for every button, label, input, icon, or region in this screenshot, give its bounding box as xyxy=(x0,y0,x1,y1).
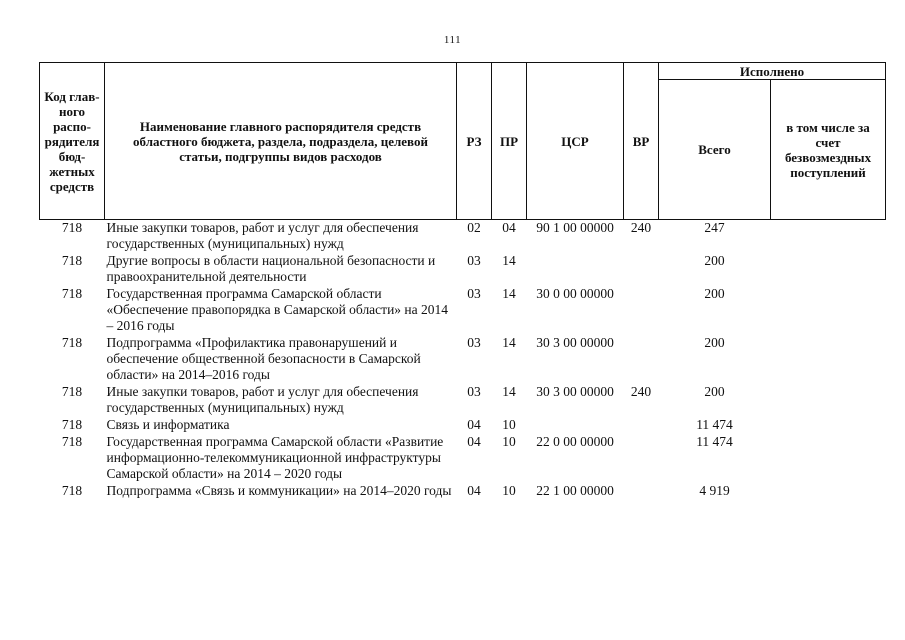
cell-rz: 04 xyxy=(467,417,481,432)
cell-free-receipts xyxy=(771,220,886,254)
cell-pr: 14 xyxy=(502,335,516,350)
table-row xyxy=(40,220,886,254)
cell-csr: 22 1 00 00000 xyxy=(536,483,614,498)
cell-name: Другие вопросы в области национальной безопасности и правоохранительной деятельности xyxy=(106,253,436,284)
cell-code: 718 xyxy=(61,384,83,399)
cell-rz: 03 xyxy=(467,335,481,350)
cell-free-receipts xyxy=(771,384,886,417)
cell-rz: 03 xyxy=(467,253,481,268)
cell-total: 200 xyxy=(704,384,725,399)
cell-pr: 14 xyxy=(502,253,516,268)
header-rz: РЗ xyxy=(457,63,492,220)
cell-code: 718 xyxy=(61,417,83,432)
cell-vr xyxy=(624,286,659,335)
cell-csr: 22 0 00 00000 xyxy=(536,434,614,449)
budget-table xyxy=(39,62,886,500)
cell-free-receipts xyxy=(771,253,886,286)
cell-csr: 30 3 00 00000 xyxy=(536,384,614,399)
header-name: Наименование главного распорядителя средств областного бюджета, раздела, подраздела, целевой статьи, подгруппы видов расходов xyxy=(105,63,457,220)
cell-rz: 04 xyxy=(467,483,481,498)
cell-vr xyxy=(624,253,659,286)
cell-total: 4 919 xyxy=(699,483,730,498)
cell-name: Иные закупки товаров, работ и услуг для обеспечения государственных (муниципальных) нужд xyxy=(106,384,419,415)
cell-code: 718 xyxy=(61,220,83,235)
cell-name: Государственная программа Самарской области «Обеспечение правопорядка в Самарской области» на 2014 – 2016 годы xyxy=(106,286,449,333)
cell-vr xyxy=(624,335,659,384)
cell-total: 200 xyxy=(704,253,725,268)
table-body xyxy=(40,220,886,501)
header-free-receipts: в том числе за счет безвозмездных поступлений xyxy=(771,80,886,220)
header-total: Всего xyxy=(659,80,771,220)
table-header xyxy=(40,63,886,220)
cell-vr xyxy=(624,483,659,500)
cell-vr xyxy=(624,417,659,434)
cell-free-receipts xyxy=(771,335,886,384)
table-row xyxy=(40,384,886,417)
table-row xyxy=(40,286,886,335)
cell-total: 200 xyxy=(704,335,725,350)
header-csr: ЦСР xyxy=(527,63,624,220)
cell-name: Государственная программа Самарской области «Развитие информационно-телекоммуникационной инфраструктуры Самарской области» на 2014 – 2020 годы xyxy=(106,434,444,481)
cell-vr: 240 xyxy=(630,384,652,399)
cell-free-receipts xyxy=(771,483,886,500)
cell-code: 718 xyxy=(61,253,83,268)
cell-name: Подпрограмма «Профилактика правонарушений и обеспечение общественной безопасности в Самарской области» на 2014–2016 годы xyxy=(106,335,421,382)
header-pr: ПР xyxy=(492,63,527,220)
cell-rz: 03 xyxy=(467,384,481,399)
cell-rz: 03 xyxy=(467,286,481,301)
cell-pr: 10 xyxy=(502,483,516,498)
cell-code: 718 xyxy=(61,483,83,498)
cell-name: Связь и информатика xyxy=(106,417,230,432)
cell-free-receipts xyxy=(771,286,886,335)
table-row xyxy=(40,483,886,500)
table-row xyxy=(40,253,886,286)
table-row xyxy=(40,434,886,483)
cell-free-receipts xyxy=(771,417,886,434)
cell-csr: 90 1 00 00000 xyxy=(536,220,614,235)
budget-sheet xyxy=(39,62,885,500)
cell-vr: 240 xyxy=(630,220,652,235)
cell-name: Иные закупки товаров, работ и услуг для обеспечения государственных (муниципальных) нужд xyxy=(106,220,419,251)
cell-rz: 02 xyxy=(467,220,481,235)
cell-csr: 30 3 00 00000 xyxy=(536,335,614,350)
page-number: 111 xyxy=(443,34,462,46)
cell-pr: 04 xyxy=(502,220,516,235)
cell-pr: 14 xyxy=(502,384,516,399)
header-vr: ВР xyxy=(624,63,659,220)
cell-pr: 10 xyxy=(502,434,516,449)
cell-code: 718 xyxy=(61,434,83,449)
cell-pr: 10 xyxy=(502,417,516,432)
cell-csr: 30 0 00 00000 xyxy=(536,286,614,301)
cell-code: 718 xyxy=(61,335,83,350)
table-row xyxy=(40,335,886,384)
cell-csr xyxy=(527,253,624,286)
cell-name: Подпрограмма «Связь и коммуникации» на 2014–2020 годы xyxy=(106,483,452,498)
header-code: Код главного распорядителя бюджетных средств xyxy=(40,63,105,220)
table-row xyxy=(40,417,886,434)
cell-code: 718 xyxy=(61,286,83,301)
cell-rz: 04 xyxy=(467,434,481,449)
cell-total: 11 474 xyxy=(696,417,733,432)
cell-total: 11 474 xyxy=(696,434,733,449)
cell-csr xyxy=(527,417,624,434)
cell-vr xyxy=(624,434,659,483)
header-executed: Исполнено xyxy=(659,63,886,80)
cell-total: 200 xyxy=(704,286,725,301)
cell-total: 247 xyxy=(704,220,725,235)
cell-free-receipts xyxy=(771,434,886,483)
cell-pr: 14 xyxy=(502,286,516,301)
